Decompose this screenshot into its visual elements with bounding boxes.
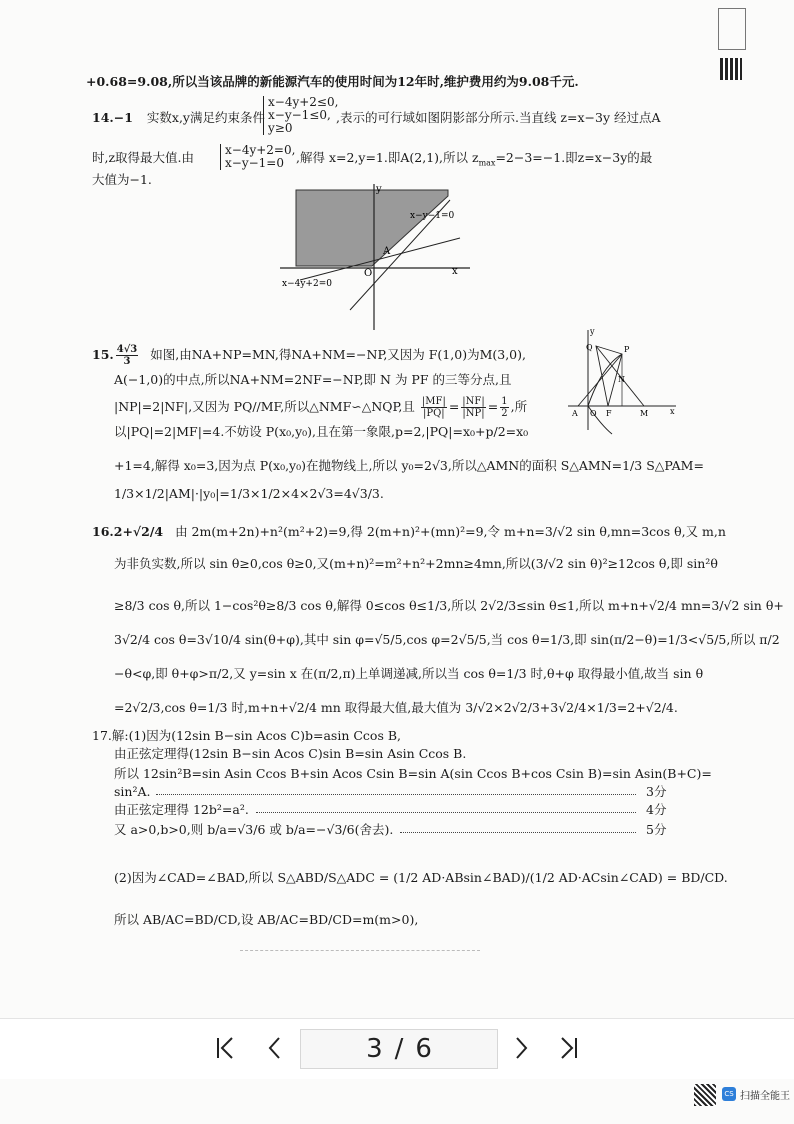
q14-line1: 14.−1 实数x,y满足约束条件 — [92, 110, 265, 125]
point-Q-label: Q — [586, 343, 593, 352]
q16-line5: −θ<φ,即 θ+φ>π/2,又 y=sin x 在(π/2,π)上单调递减,所以当 cos θ=1/3 时,θ+φ 取得最小值,故当 sin θ — [114, 666, 704, 681]
dotted-leader — [256, 812, 636, 813]
line-label-2: x−4y+2=0 — [282, 279, 332, 289]
q15-parabola-figure — [562, 326, 682, 436]
point-A-label: A — [572, 409, 578, 418]
axis-x-label: x — [452, 266, 458, 277]
text-line: +0.68=9.08,所以当该品牌的新能源汽车的使用时间为12年时,维护费用约为9.08千元. — [86, 74, 579, 89]
score-4: 4分 — [646, 802, 667, 817]
q14-line3: 大值为−1. — [92, 172, 152, 187]
watermark-brand: 扫描全能王 — [740, 1091, 790, 1102]
q14-head: 14.−1 — [92, 110, 133, 125]
q17-line6: 又 a>0,b>0,则 b/a=√3/6 或 b/a=−√3/6(舍去). — [114, 822, 394, 837]
q17-line4: sin²A. — [114, 784, 151, 799]
q15-line4: 以|PQ|=2|MF|=4.不妨设 P(x₀,y₀),且在第一象限,p=2,|PQ|=x₀+p/2=x₀ — [114, 424, 529, 439]
watermark-qr-icon — [694, 1084, 716, 1106]
q17-line8: 所以 AB/AC=BD/CD,设 AB/AC=BD/CD=m(m>0), — [114, 912, 419, 927]
last-page-icon — [558, 1036, 580, 1060]
q17-line7: (2)因为∠CAD=∠BAD,所以 S△ABD/S△ADC = (1/2 AD·ABsin∠BAD)/(1/2 AD·ACsin∠CAD) = BD/CD. — [114, 870, 728, 885]
q14-system: x−4y+2=0, x−y−1=0 — [220, 144, 295, 170]
q15-line1: 15. $\frac{4√3}{3}$ 如图,由NA+NP=MN,得NA+NM=−NP,又因为 F(1,0)为M(3,0), — [92, 344, 526, 367]
q16-line6: =2√2/3,cos θ=1/3 时,m+n+√2/4 mn 取得最大值,最大值为 3/√2×2√2/3+3√2/4×1/3=2+√2/4. — [114, 700, 678, 715]
q16-line4: 3√2/4 cos θ=3√10/4 sin(θ+φ),其中 sin φ=√5/5,cos φ=2√5/5,当 cos θ=1/3,即 sin(π/2−θ)=1/3<√5/5,所以 π/2 — [114, 632, 780, 647]
q15-line6: 1/3×1/2|AM|·|y₀|=1/3×1/2×4×2√3=4√3/3. — [114, 486, 384, 501]
current-page[interactable]: 3 — [366, 1034, 383, 1064]
q15-line2: A(−1,0)的中点,所以NA+NM=2NF=−NP,即 N 为 PF 的三等分点,且 — [114, 372, 512, 387]
dotted-leader — [156, 794, 636, 795]
q16-line3: ≥8/3 cos θ,所以 1−cos²θ≥8/3 cos θ,解得 0≤cos θ≤1/3,所以 2√2/3≤sin θ≤1,所以 m+n+√2/4 mn=3/√2 sin θ+ — [114, 598, 784, 613]
point-A-label: A — [383, 246, 391, 257]
q16-line2: 为非负实数,所以 sin θ≥0,cos θ≥0,又(m+n)²=m²+n²+2mn≥4mn,所以(3/√2 sin θ)²≥12cos θ,即 sin²θ — [114, 556, 718, 571]
origin-label: O — [364, 268, 373, 279]
axis-x-label: x — [670, 407, 675, 416]
next-page-button[interactable] — [504, 1031, 538, 1065]
page-navigation-bar — [0, 1018, 794, 1079]
first-page-button[interactable] — [208, 1031, 242, 1065]
total-pages: 6 — [415, 1034, 432, 1064]
prev-page-icon — [267, 1036, 283, 1060]
next-page-icon — [513, 1036, 529, 1060]
point-F-label: F — [606, 409, 612, 418]
q17-line1: 17.解:(1)因为(12sin B−sin Acos C)b=asin Ccos B, — [92, 728, 401, 743]
dotted-leader — [400, 832, 636, 833]
q14-feasible-region-figure — [280, 182, 480, 332]
score-3: 3分 — [646, 784, 667, 799]
origin-label: O — [590, 409, 597, 418]
side-stamp — [718, 8, 746, 50]
watermark-badge: CS — [722, 1087, 736, 1101]
axis-y-label: y — [376, 184, 382, 195]
scanner-watermark — [694, 1082, 790, 1108]
score-5: 5分 — [646, 822, 667, 837]
q15-line5: +1=4,解得 x₀=3,因为点 P(x₀,y₀)在抛物线上,所以 y₀=2√3,所以△AMN的面积 S△AMN=1/3 S△PAM= — [114, 458, 704, 473]
line-label-1: x−y−1=0 — [410, 211, 455, 221]
q14-line2b: ,解得 x=2,y=1.即A(2,1),所以 $z_{max}=2-3=-1$.即z=x−3y的最 — [296, 150, 653, 168]
q17-line2: 由正弦定理得(12sin B−sin Acos C)sin B=sin Asin Ccos B. — [114, 746, 467, 761]
point-M-label: M — [640, 409, 649, 418]
q14-line2a: 时,z取得最大值.由 — [92, 150, 195, 165]
point-P-label: P — [624, 345, 630, 354]
point-N-label: N — [618, 375, 625, 384]
prev-page-button[interactable] — [258, 1031, 292, 1065]
last-page-button[interactable] — [552, 1031, 586, 1065]
q17-line3: 所以 12sin²B=sin Asin Ccos B+sin Acos Csin B=sin A(sin Ccos B+cos Csin B)=sin Asin(B+C)= — [114, 766, 712, 781]
q14-constraints: x−4y+2≤0, x−y−1≤0, y≥0 — [263, 96, 338, 135]
page-separator: / — [394, 1034, 404, 1064]
axis-y-label: y — [590, 327, 595, 336]
qr-code — [720, 58, 742, 80]
q14-line1b: ,表示的可行域如图阴影部分所示.当直线 z=x−3y 经过点A — [336, 110, 661, 125]
q16-line1: 16.2+√2/4 由 2m(m+2n)+n²(m²+2)=9,得 2(m+n)²+(mn)²=9,令 m+n=3/√2 sin θ,mn=3cos θ,又 m,n — [92, 524, 726, 539]
first-page-icon — [214, 1036, 236, 1060]
q17-line5: 由正弦定理得 12b²=a². — [114, 802, 249, 817]
page-indicator[interactable] — [300, 1029, 498, 1069]
footer-scan-line — [240, 950, 480, 951]
q15-line3: |NP|=2|NF|,又因为 PQ//MF,所以△NMF∽△NQP,且 $\frac{|MF|}{|PQ|}$ = $\frac{|NF|}{|NP|}$ = $\frac{1}{2}$ ,所 — [114, 396, 528, 419]
